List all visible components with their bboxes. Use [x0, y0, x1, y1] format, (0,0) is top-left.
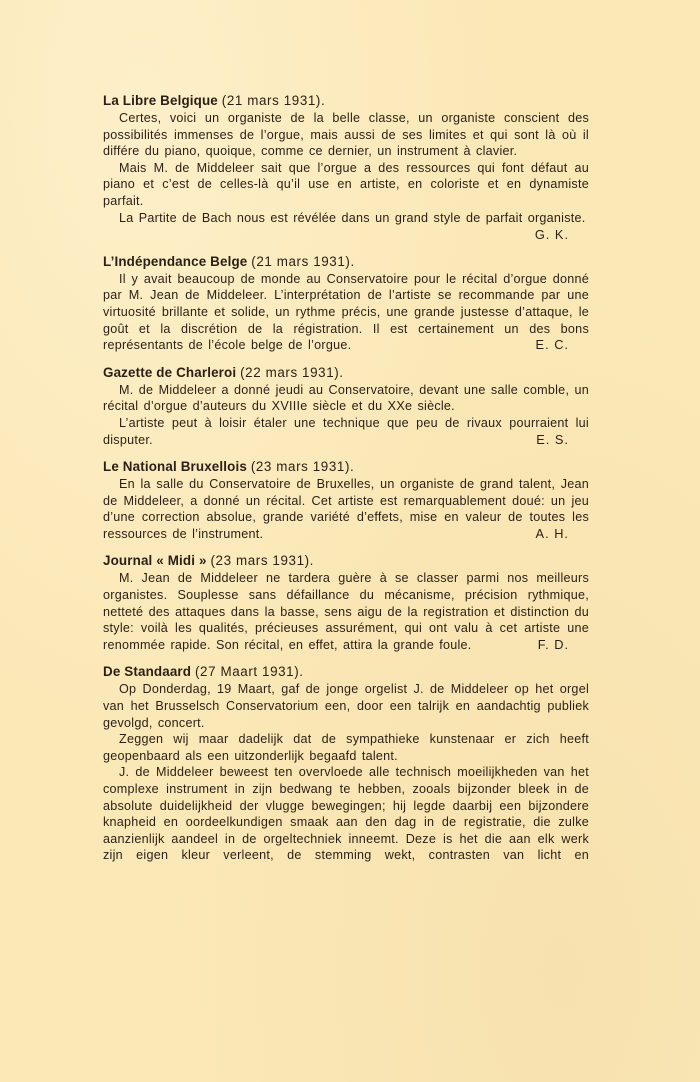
review-independance-belge — [103, 253, 589, 354]
review-journal-midi — [103, 552, 589, 653]
review-paragraph: J. de Middeleer beweest ten overvloede alle technisch moeilijkheden van het complexe instrument in zijn bedwang te hebben, zooals bijzonder bleek in de absolute duidelijkheid der vlugge bewegingen; hij legde daarbij een bijzondere knapheid en oordeelkundigen smaak aan den dag in de registratie, die zulke aanzienlijk aandeel in de orgeltechniek inneemt. Deze is het die aan elk werk zijn eigen kleur verleent, de stemming wekt, contrasten van licht en — [103, 765, 589, 863]
review-signature: G. K. — [534, 227, 569, 243]
review-gazette-de-charleroi — [103, 364, 589, 448]
review-heading — [103, 552, 589, 569]
review-paragraph: En la salle du Conservatoire de Bruxelles, un organiste de grand talent, Jean de Middeleer, a donné un récital. Cet artiste est remarquablement doué: un jeu d’une correction absolue, grande variété d’effets, mise en valeur de toutes les ressources de l’instrument. — [103, 477, 589, 541]
review-paragraph: Il y avait beaucoup de monde au Conservatoire pour le récital d’orgue donné par M. Jean de Middeleer. L’interprétation de l’artiste se recommande par une virtuosité brillante et solide, un rythme précis, une grande justesse d’attaque, le goût et la discrétion de la régistration. Il est certainement un des bons représentants de l’école belge de l’orgue. — [103, 271, 589, 353]
review-heading — [103, 92, 589, 109]
review-date: (27 Maart 1931). — [195, 664, 304, 680]
review-heading — [103, 663, 589, 680]
review-paragraph: Certes, voici un organiste de la belle classe, un organiste conscient des possibilités immenses de l’orgue, mais aussi de ses limites et qui sont là où il différe du piano, quoique, comme ce dernier, un instrument à clavier. — [103, 111, 589, 159]
review-paragraph: Op Donderdag, 19 Maart, gaf de jonge orgelist J. de Middeleer op het orgel van het Brusselsch Conservatorium een, door een talrijk en aandachtig publiek gevolgd, concert. — [103, 682, 589, 730]
newspaper-name: La Libre Belgique — [103, 93, 218, 108]
review-de-standaard — [103, 663, 589, 864]
review-paragraph: La Partite de Bach nous est révélée dans un grand style de parfait organiste. — [119, 210, 586, 225]
review-date: (23 mars 1931). — [210, 553, 315, 569]
review-signature: E. S. — [536, 431, 569, 447]
review-heading — [103, 458, 589, 475]
press-reviews-page — [103, 92, 589, 864]
review-paragraph: L’artiste peut à loisir étaler une technique que peu de rivaux pourraient lui disputer. — [103, 415, 589, 447]
newspaper-name: Journal « Midi » — [103, 553, 207, 569]
newspaper-name: De Standaard — [103, 664, 192, 680]
review-date: (22 mars 1931). — [240, 364, 344, 380]
review-paragraph: M. Jean de Middeleer ne tardera guère à se classer parmi nos meilleurs organistes. Souplesse sans défaillance du mécanisme, précision rythmique, netteté des attaques dans la basse, sens aigu de la registration et distinction du style: voilà les qualités, précieuses assurément, qui ont valu à cet artiste une renommée rapide. Son récital, en effet, attira la grande foule. — [103, 571, 589, 652]
review-signature: F. D. — [537, 636, 569, 652]
review-signature: E. C. — [535, 337, 569, 353]
newspaper-name: Gazette de Charleroi — [103, 364, 237, 380]
review-paragraph: M. de Middeleer a donné jeudi au Conservatoire, devant une salle comble, un récital d’orgue d’auteurs du XVIIIe siècle et du XXe siècle. — [103, 382, 589, 414]
newspaper-name: Le National Bruxellois — [103, 459, 247, 475]
review-heading — [103, 364, 589, 381]
newspaper-name: L’Indépendance Belge — [103, 253, 248, 269]
review-signature: A. H. — [535, 525, 569, 541]
review-paragraph: Mais M. de Middeleer sait que l’orgue a des ressources qui font défaut au piano et c’est de celles-là qu’il use en artiste, en coloriste et en dynamiste parfait. — [103, 160, 589, 208]
review-date: (21 mars 1931). — [251, 253, 355, 269]
review-date: (21 mars 1931). — [221, 93, 326, 108]
review-date: (23 mars 1931). — [250, 459, 355, 475]
review-heading — [103, 253, 589, 270]
review-la-libre-belgique — [103, 92, 589, 244]
review-le-national-bruxellois — [103, 458, 589, 542]
review-paragraph: Zeggen wij maar dadelijk dat de sympathieke kunstenaar er zich heeft geopenbaard als een uitzonderlijk begaafd talent. — [103, 732, 589, 763]
